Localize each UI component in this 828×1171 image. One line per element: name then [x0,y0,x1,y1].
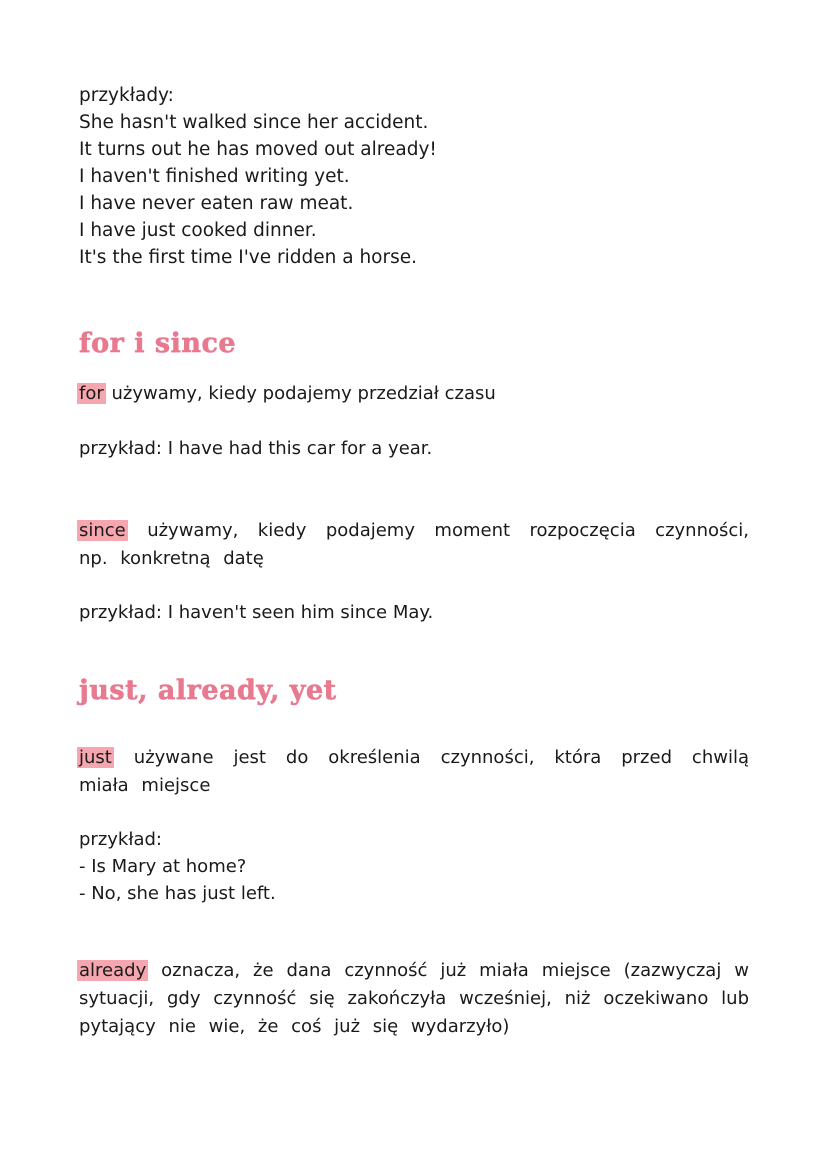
for-example: przykład: I have had this car for a year. [79,438,433,459]
just-description: używane jest do określenia czynności, która przed chwilą miała miejsce [79,747,749,796]
document-page [79,82,749,1041]
just-example-label: przykład: [79,829,162,850]
example-sentence: I haven't finished writing yet. [79,166,350,187]
section-title-for-since: for i since [79,328,237,359]
examples-heading: przykłady: [79,85,174,106]
example-sentence: It's the first time I've ridden a horse. [79,247,418,268]
already-description: oznacza, że dana czynność już miała miejsce (zazwyczaj w sytuacji, gdy czynność się zakończyła wcześniej, niż oczekiwano lub pytający nie wie, że coś już się wydarzyło) [79,960,749,1037]
for-definition [79,380,749,408]
term-since: since [79,520,126,541]
term-already: already [79,960,147,981]
already-definition [79,957,749,1041]
example-sentence: It turns out he has moved out already! [79,139,437,160]
section-title-just-already-yet: just, already, yet [79,675,337,706]
example-sentence: I have never eaten raw meat. [79,193,354,214]
example-sentence: She hasn't walked since her accident. [79,112,429,133]
example-sentence: I have just cooked dinner. [79,220,317,241]
just-definition [79,744,749,800]
term-just: just [79,747,112,768]
for-description: używamy, kiedy podajemy przedział czasu [105,383,496,404]
term-for: for [79,383,104,404]
since-example: przykład: I haven't seen him since May. [79,602,434,623]
examples-block [79,82,749,271]
just-example-block [79,826,749,907]
since-description: używamy, kiedy podajemy moment rozpoczęcia czynności, np. konkretną datę [79,520,749,569]
dialogue-line: - Is Mary at home? [79,856,247,877]
dialogue-line: - No, she has just left. [79,883,276,904]
since-definition [79,517,749,573]
